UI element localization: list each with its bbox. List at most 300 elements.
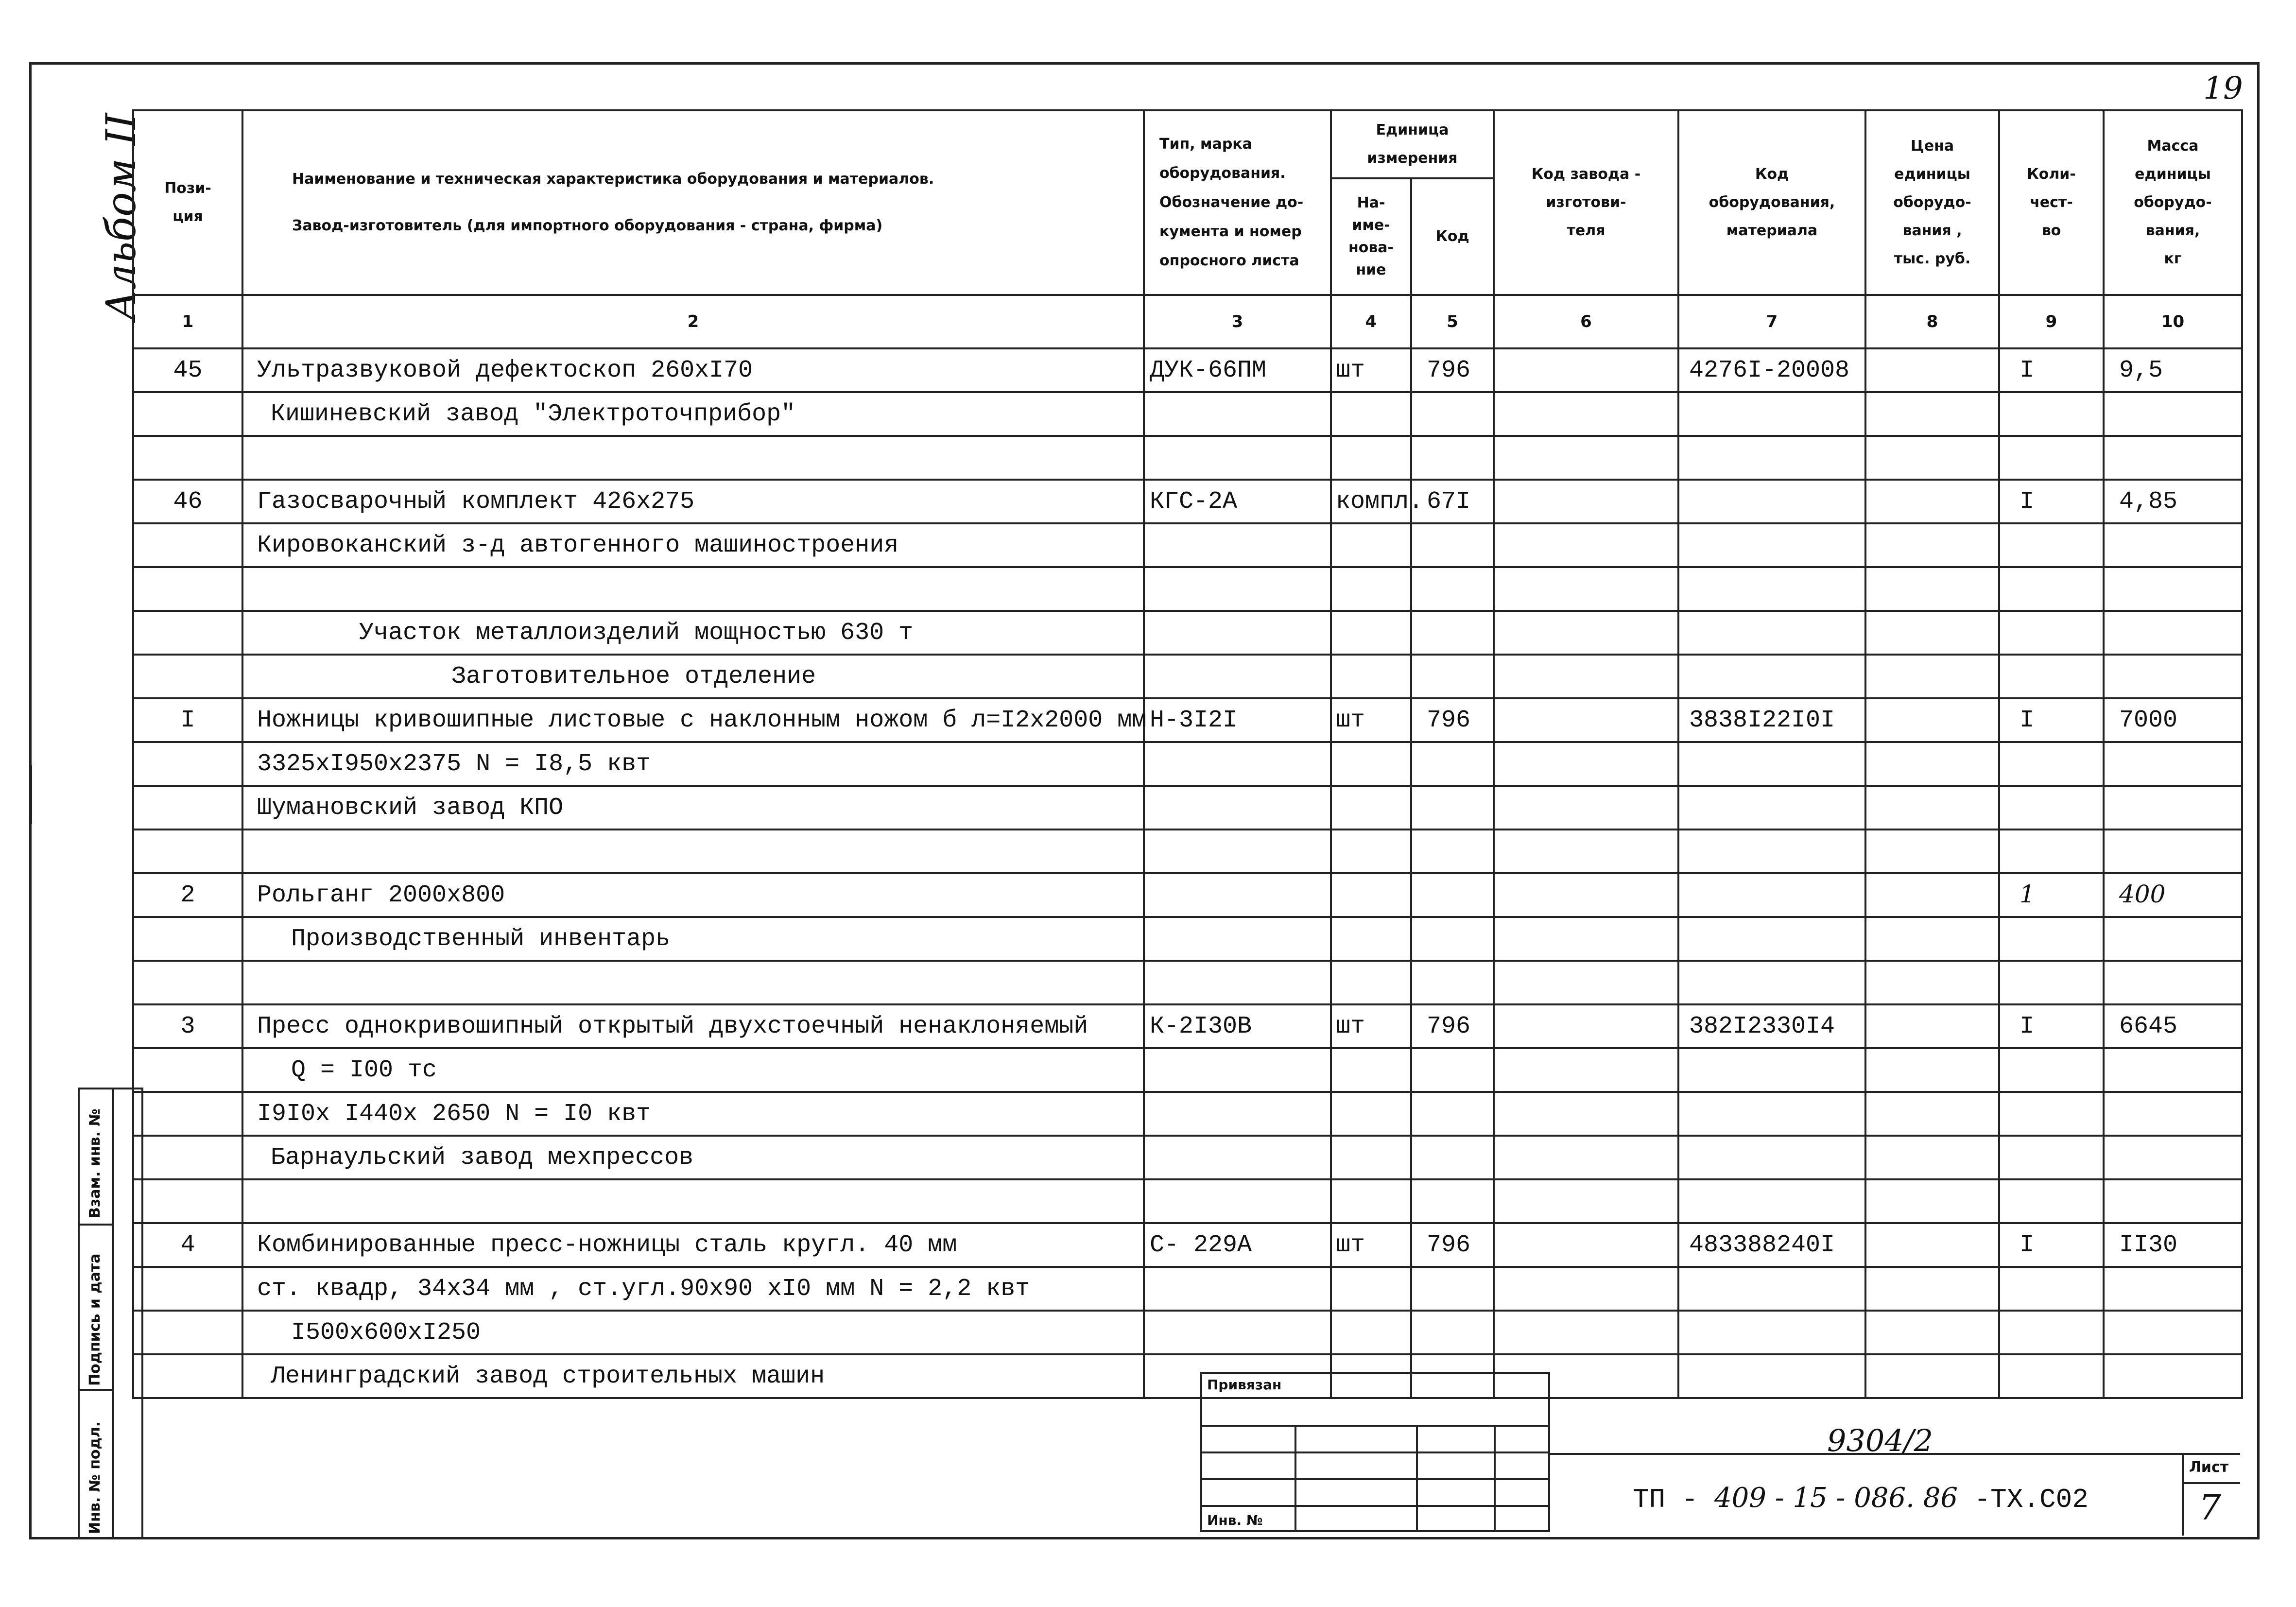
unit-code-cell [1411,917,1494,961]
position-cell [133,917,242,961]
table-row [133,480,2242,523]
position-cell [133,829,242,873]
unit-code-cell [1411,392,1494,436]
equipment-code-cell [1678,1004,1865,1048]
price-cell [1865,348,1999,392]
unit-cell [1331,523,1411,567]
plant-code-cell [1494,348,1678,392]
name-cell-text: Шумановский завод КПО [257,794,564,822]
mass-cell [2104,655,2242,698]
unit-cell [1331,829,1411,873]
type-cell [1144,1223,1331,1267]
stamp-line [1202,1451,1548,1453]
title-line [2182,1482,2240,1484]
equipment-code-cell [1678,1223,1865,1267]
table-row [133,917,2242,961]
position-cell [133,655,242,698]
equipment-code-cell [1678,611,1865,655]
type-cell [1144,1048,1331,1092]
name-cell-text: Кировоканский з-д автогенного машиностроения [257,531,899,559]
table-row [133,436,2242,480]
table-row [133,1354,2242,1398]
stamp-label-inv: Инв. № подл. [86,1421,104,1534]
plant-code-cell [1494,392,1678,436]
table-row [133,961,2242,1004]
stamp-label-podpis: Подпись и дата [86,1253,104,1386]
stamp-cell-podpis [80,1226,112,1391]
stamp-cell-vzam [80,1089,112,1226]
name-cell [242,917,1144,961]
equipment-code-cell [1678,523,1865,567]
unit-cell-text: шт [1336,1231,1365,1259]
doc-suffix: -ТХ.С02 [1957,1484,2089,1515]
unit-cell [1331,436,1411,480]
order-number: 9304/2 [1827,1423,1933,1458]
quantity-cell [1999,392,2104,436]
name-cell-text: Заготовительное отделение [451,662,816,691]
header-name: Наименование и техническая характеристика оборудования и материалов. Завод-изготовитель (для импортного оборудования - страна, фирма) [242,110,1144,295]
equipment-code-cell [1678,392,1865,436]
mass-cell-text: 400 [2119,880,2166,908]
type-cell-text: К-2I30В [1150,1012,1252,1040]
header-plant-code: Код завода - изготови- теля [1494,110,1678,295]
unit-cell [1331,698,1411,742]
unit-code-cell [1411,655,1494,698]
title-line [2182,1453,2184,1536]
unit-cell [1331,392,1411,436]
equipment-code-cell [1678,786,1865,829]
mass-cell [2104,698,2242,742]
type-cell-text: С- 229А [1150,1231,1252,1259]
name-cell-text: Барнаульский завод мехпрессов [271,1143,694,1172]
position-cell [133,1048,242,1092]
mass-cell [2104,1004,2242,1048]
price-cell [1865,480,1999,523]
unit-code-cell [1411,786,1494,829]
unit-code-cell [1411,436,1494,480]
name-cell [242,436,1144,480]
quantity-cell [1999,1354,2104,1398]
quantity-cell [1999,742,2104,786]
plant-code-cell [1494,1136,1678,1179]
sheet-number: 19 [2203,70,2243,106]
stamp-label-vzam: Взам. инв. № [86,1108,104,1218]
equipment-code-cell [1678,742,1865,786]
unit-code-cell [1411,1048,1494,1092]
plant-code-cell [1494,436,1678,480]
type-cell-text: КГС-2А [1150,487,1238,516]
plant-code-cell [1494,742,1678,786]
price-cell [1865,742,1999,786]
quantity-cell [1999,436,2104,480]
price-cell [1865,523,1999,567]
price-cell [1865,1136,1999,1179]
unit-cell [1331,1267,1411,1311]
quantity-cell-text: I [2020,1231,2035,1259]
price-cell [1865,829,1999,873]
table-row [133,1092,2242,1136]
column-number: 1 [133,295,242,348]
table-row [133,655,2242,698]
type-cell [1144,523,1331,567]
mass-cell [2104,1048,2242,1092]
stamp-line [1202,1425,1548,1427]
equipment-code-cell [1678,436,1865,480]
mass-cell [2104,1311,2242,1354]
unit-cell [1331,480,1424,523]
plant-code-cell [1494,1048,1678,1092]
unit-code-cell [1411,829,1494,873]
type-cell [1144,1179,1331,1223]
price-cell [1865,655,1999,698]
table-row [133,348,2242,392]
position-cell [133,1179,242,1223]
name-cell-text: Производственный инвентарь [291,925,671,953]
table-row [133,523,2242,567]
quantity-cell-text: I [2020,356,2035,384]
name-cell-text: Пресс однокривошипный открытый двухстоечный ненаклоняемый [257,1012,1088,1040]
quantity-cell [1999,1136,2104,1179]
quantity-cell [1999,1267,2104,1311]
equipment-code-cell [1678,1311,1865,1354]
unit-cell [1331,567,1411,611]
type-cell [1144,742,1331,786]
unit-code-cell [1411,480,1494,523]
type-cell [1144,392,1331,436]
price-cell [1865,1048,1999,1092]
unit-code-cell [1411,1311,1494,1354]
price-cell [1865,1311,1999,1354]
position-cell [133,1267,242,1311]
name-cell [242,348,1144,392]
name-cell [242,1179,1144,1223]
stamp-line [1202,1478,1548,1480]
name-cell-text: Ленинградский завод строительных машин [271,1362,825,1390]
price-cell [1865,1092,1999,1136]
name-cell [242,1311,1144,1354]
album-label: Альбом II [97,113,145,321]
type-cell [1144,917,1331,961]
plant-code-cell [1494,829,1678,873]
plant-code-cell [1494,611,1678,655]
equipment-code-cell [1678,567,1865,611]
title-block [1200,1372,1550,1532]
type-cell [1144,961,1331,1004]
mass-cell [2104,1136,2242,1179]
column-number: 4 [1331,295,1411,348]
position-cell [133,436,242,480]
list-value: 7 [2199,1487,2221,1528]
unit-cell [1331,786,1411,829]
unit-cell [1331,1092,1411,1136]
name-cell-text: Рольганг 2000х800 [257,881,505,909]
unit-cell [1331,348,1411,392]
quantity-cell-text: 1 [2020,880,2035,908]
unit-cell [1331,1311,1411,1354]
mass-cell [2104,567,2242,611]
position-cell [133,961,242,1004]
name-cell-text: Q = I00 тс [291,1056,437,1084]
mass-cell-text: 9,5 [2119,356,2163,384]
column-number: 9 [1999,295,2104,348]
column-number: 8 [1865,295,1999,348]
column-number: 2 [242,295,1144,348]
price-cell [1865,1004,1999,1048]
table-row [133,1223,2242,1267]
quantity-cell [1999,698,2104,742]
unit-code-cell [1411,523,1494,567]
price-cell [1865,786,1999,829]
equipment-code-cell [1678,1267,1865,1311]
unit-cell-text: компл. [1336,487,1424,516]
quantity-cell [1999,655,2104,698]
price-cell [1865,611,1999,655]
type-cell [1144,1311,1331,1354]
doc-number-hand: 409 - 15 - 086. 86 [1714,1482,1958,1514]
name-cell [242,523,1144,567]
plant-code-cell [1494,1267,1678,1311]
mass-cell [2104,1092,2242,1136]
stamp-line [1202,1505,1548,1507]
quantity-cell [1999,961,2104,1004]
quantity-cell [1999,480,2104,523]
plant-code-cell [1494,1004,1678,1048]
document-number [1633,1482,2089,1515]
table-row [133,1048,2242,1092]
plant-code-cell [1494,1223,1678,1267]
unit-code-cell-text: 67I [1427,487,1471,516]
price-cell [1865,1179,1999,1223]
mass-cell-text: II30 [2119,1231,2178,1259]
quantity-cell-text: I [2020,706,2035,734]
price-cell [1865,436,1999,480]
unit-cell [1331,611,1411,655]
mass-cell [2104,873,2242,917]
column-number: 3 [1144,295,1331,348]
unit-code-cell-text: 796 [1427,1012,1471,1040]
name-cell [242,611,1144,655]
price-cell [1865,1267,1999,1311]
mass-cell [2104,1267,2242,1311]
equipment-code-cell-text: 382I2330I4 [1689,1012,1835,1040]
position-cell-text: 2 [180,881,195,909]
unit-code-cell [1411,1004,1494,1048]
position-cell [133,742,242,786]
position-cell [133,1223,242,1267]
name-cell-text: I9I0х I440х 2650 N = I0 квт [257,1100,651,1128]
position-cell-text: 3 [180,1012,195,1040]
unit-code-cell [1411,1092,1494,1136]
unit-code-cell-text: 796 [1427,356,1471,384]
equipment-code-cell [1678,698,1865,742]
position-cell [133,698,242,742]
quantity-cell-text: I [2020,1012,2035,1040]
header-unit-code: Код [1411,178,1494,295]
type-cell [1144,348,1331,392]
name-cell [242,873,1144,917]
unit-cell [1331,961,1411,1004]
equipment-code-cell-text: 4276I-20008 [1689,356,1850,384]
unit-cell [1331,1136,1411,1179]
type-cell-text: Н-3I2I [1150,706,1238,734]
plant-code-cell [1494,786,1678,829]
equipment-code-cell [1678,1048,1865,1092]
plant-code-cell [1494,1092,1678,1136]
type-cell [1144,567,1331,611]
price-cell [1865,917,1999,961]
unit-code-cell [1411,961,1494,1004]
name-cell-text: Кишиневский завод "Электроточприбор" [271,400,796,428]
name-cell [242,1092,1144,1136]
quantity-cell [1999,1092,2104,1136]
unit-code-cell [1411,1136,1494,1179]
stamp-cell-inv [80,1391,112,1539]
equipment-code-cell [1678,873,1865,917]
equipment-code-cell-text: 3838I22I0I [1689,706,1835,734]
position-cell [133,786,242,829]
plant-code-cell [1494,698,1678,742]
price-cell [1865,1223,1999,1267]
quantity-cell [1999,523,2104,567]
equipment-code-cell [1678,1136,1865,1179]
header-unit-name: На- име- нова- ние [1331,178,1411,295]
unit-code-cell [1411,698,1494,742]
position-cell [133,1004,242,1048]
mass-cell-text: 7000 [2119,706,2178,734]
mass-cell [2104,742,2242,786]
mass-cell [2104,829,2242,873]
unit-cell [1331,917,1411,961]
header-quantity: Коли- чест- во [1999,110,2104,295]
quantity-cell [1999,873,2104,917]
plant-code-cell [1494,480,1678,523]
equipment-code-cell [1678,348,1865,392]
name-cell [242,1136,1144,1179]
plant-code-cell [1494,961,1678,1004]
column-number: 5 [1411,295,1494,348]
mass-cell [2104,1223,2242,1267]
table-row [133,1267,2242,1311]
type-cell [1144,1092,1331,1136]
name-cell [242,1354,1144,1398]
price-cell [1865,698,1999,742]
equipment-code-cell-text: 483388240I [1689,1231,1835,1259]
unit-code-cell [1411,873,1494,917]
column-number: 10 [2104,295,2242,348]
name-cell [242,698,1147,742]
table-row [133,392,2242,436]
header-equipment-code: Код оборудования, материала [1678,110,1865,295]
stamp-line [1295,1425,1296,1532]
name-cell-text: I500х600хI250 [291,1318,481,1347]
unit-code-cell [1411,611,1494,655]
type-cell [1144,786,1331,829]
type-cell [1144,436,1331,480]
unit-cell [1331,655,1411,698]
plant-code-cell [1494,917,1678,961]
spec-table [132,109,2243,1399]
name-cell [242,1267,1144,1311]
name-cell [242,480,1144,523]
plant-code-cell [1494,873,1678,917]
name-cell [242,1048,1144,1092]
name-cell [242,961,1144,1004]
quantity-cell [1999,1048,2104,1092]
table-row [133,567,2242,611]
plant-code-cell [1494,523,1678,567]
title-block-inv: Инв. № [1207,1512,1263,1528]
plant-code-cell [1494,567,1678,611]
unit-cell-text: шт [1336,356,1365,384]
type-cell [1144,829,1331,873]
header-unit-group: Единица измерения [1331,110,1494,178]
table-row [133,1179,2242,1223]
table-row [133,742,2242,786]
unit-cell [1331,1048,1411,1092]
type-cell [1144,1267,1331,1311]
position-cell [133,523,242,567]
position-cell [133,567,242,611]
equipment-code-cell [1678,1354,1865,1398]
mass-cell [2104,523,2242,567]
type-cell [1144,611,1331,655]
unit-code-cell [1411,567,1494,611]
quantity-cell [1999,917,2104,961]
quantity-cell [1999,348,2104,392]
mass-cell-text: 4,85 [2119,487,2178,516]
mass-cell [2104,1354,2242,1398]
name-cell-text: Участок металлоизделий мощностью 630 т [359,619,914,647]
column-number: 6 [1494,295,1678,348]
name-cell-text: Ультразвуковой дефектоскоп 260хI70 [257,356,753,384]
name-cell [242,1004,1144,1048]
quantity-cell [1999,567,2104,611]
unit-code-cell [1411,742,1494,786]
unit-code-cell [1411,1179,1494,1223]
price-cell [1865,873,1999,917]
price-cell [1865,567,1999,611]
type-cell [1144,698,1331,742]
position-cell [133,873,242,917]
mass-cell [2104,348,2242,392]
unit-code-cell [1411,348,1494,392]
unit-cell [1331,873,1411,917]
header-mass: Масса единицы оборудо- вания, кг [2104,110,2242,295]
quantity-cell [1999,1179,2104,1223]
table-row [133,1136,2242,1179]
name-cell [242,655,1144,698]
equipment-code-cell [1678,829,1865,873]
name-cell [242,392,1144,436]
quantity-cell [1999,611,2104,655]
quantity-cell [1999,829,2104,873]
table-row [133,1004,2242,1048]
mass-cell [2104,917,2242,961]
position-cell [133,480,242,523]
table-row [133,829,2242,873]
stamp-line [1416,1425,1418,1532]
mass-cell [2104,1179,2242,1223]
position-cell-text: 4 [180,1231,195,1259]
name-cell [242,1223,1144,1267]
unit-cell-text: шт [1336,1012,1365,1040]
table-row [133,611,2242,655]
unit-code-cell [1411,1223,1494,1267]
table-row [133,1311,2242,1354]
name-cell [242,786,1144,829]
doc-prefix: ТП - [1633,1484,1715,1515]
list-label: Лист [2189,1459,2229,1476]
